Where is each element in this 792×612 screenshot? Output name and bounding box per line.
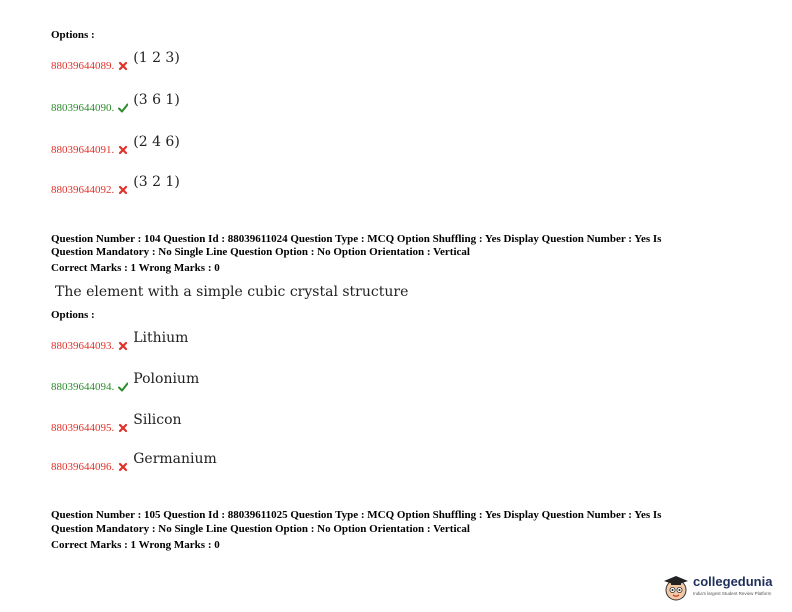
- option-text: (2 4 6): [133, 134, 180, 150]
- options-heading: Options :: [51, 309, 95, 321]
- logo-name: collegedunia: [693, 574, 773, 589]
- cross-icon: [118, 423, 128, 433]
- option-row: [51, 330, 189, 352]
- option-text: Polonium: [133, 371, 200, 387]
- option-id: 88039644096.: [51, 461, 115, 473]
- option-text: Germanium: [133, 451, 217, 467]
- option-id: 88039644093.: [51, 340, 115, 352]
- question-105-meta-line1: Question Number : 105 Question Id : 88039611025 Question Type : MCQ Option Shuffling : Yes Display Question Number : Yes Is: [51, 509, 662, 521]
- option-text: Lithium: [133, 330, 189, 346]
- option-row: [51, 50, 180, 72]
- question-104-marks: Correct Marks : 1 Wrong Marks : 0: [51, 262, 220, 274]
- question-105-meta-line2: Question Mandatory : No Single Line Question Option : No Option Orientation : Vertical: [51, 523, 470, 535]
- options-heading: Options :: [51, 29, 95, 41]
- option-text: (3 2 1): [133, 174, 180, 190]
- cross-icon: [118, 145, 128, 155]
- option-id: 88039644089.: [51, 60, 115, 72]
- collegedunia-logo: [661, 572, 785, 604]
- option-text: (3 6 1): [133, 92, 180, 108]
- check-icon: [118, 103, 128, 113]
- option-row: [51, 92, 180, 114]
- question-104-meta-line2: Question Mandatory : No Single Line Question Option : No Option Orientation : Vertical: [51, 246, 470, 258]
- question-104-text: The element with a simple cubic crystal structure: [55, 284, 409, 300]
- option-row: [51, 371, 200, 393]
- option-row: [51, 134, 180, 156]
- option-id: 88039644095.: [51, 422, 115, 434]
- question-105-marks: Correct Marks : 1 Wrong Marks : 0: [51, 539, 220, 551]
- mascot-icon: [661, 572, 691, 602]
- option-row: [51, 412, 182, 434]
- option-id: 88039644090.: [51, 102, 115, 114]
- cross-icon: [118, 61, 128, 71]
- cross-icon: [118, 462, 128, 472]
- option-text: (1 2 3): [133, 50, 180, 66]
- option-id: 88039644092.: [51, 184, 115, 196]
- cross-icon: [118, 185, 128, 195]
- option-id: 88039644091.: [51, 144, 115, 156]
- option-row: [51, 451, 217, 473]
- check-icon: [118, 382, 128, 392]
- cross-icon: [118, 341, 128, 351]
- question-104-meta-line1: Question Number : 104 Question Id : 88039611024 Question Type : MCQ Option Shuffling : Yes Display Question Number : Yes Is: [51, 233, 662, 245]
- option-id: 88039644094.: [51, 381, 115, 393]
- option-text: Silicon: [133, 412, 182, 428]
- logo-tagline: India's largest Student Review Platform: [693, 591, 772, 596]
- option-row: [51, 174, 180, 196]
